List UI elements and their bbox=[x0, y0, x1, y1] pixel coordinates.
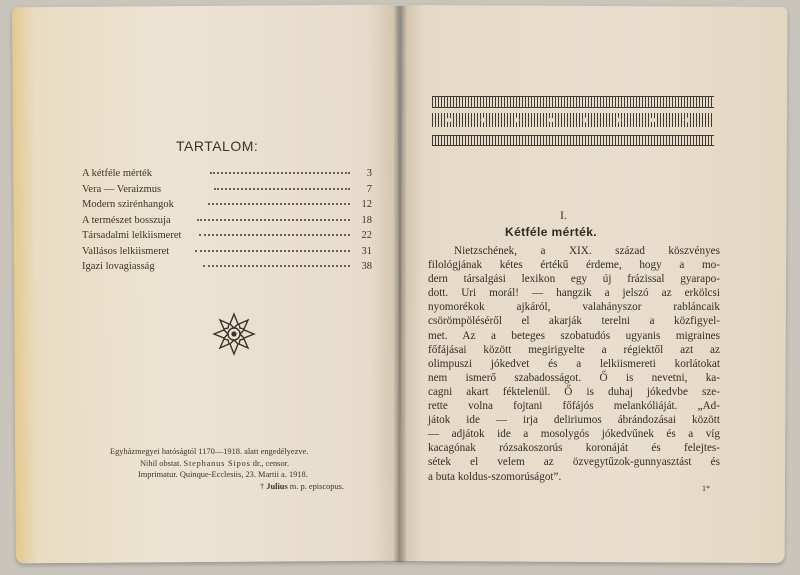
imprint-imprimatur: Imprimatur. Quinque-Ecclesiis, 23. Martii a. 1918. bbox=[138, 470, 308, 479]
toc-item-page: 38 bbox=[361, 261, 372, 272]
toc-item-page: 3 bbox=[366, 168, 372, 179]
toc-item bbox=[82, 230, 372, 246]
imprint-nihil-obstat-label: Nihil obstat. bbox=[140, 458, 184, 468]
toc-item-page: 18 bbox=[361, 214, 372, 226]
text-line: csörömpöléséről el akarják terelni a közfigyel- bbox=[428, 315, 720, 328]
text-line: kacagónak rózsakoszorús koronáját és felejtes- bbox=[428, 442, 720, 455]
toc-item bbox=[82, 261, 372, 277]
decorative-border-bottom bbox=[432, 135, 714, 146]
toc-item-title: A kétféle mérték bbox=[82, 168, 152, 179]
text-line: rette volna fojtani főfájós melankóliáját. „Ad- bbox=[428, 400, 720, 413]
chapter-body-text bbox=[428, 244, 720, 484]
bishop-title: m. p. episcopus. bbox=[287, 481, 344, 491]
toc-item bbox=[82, 215, 372, 231]
toc-item-page: 31 bbox=[361, 245, 372, 257]
chapter-title: Kétféle mérték. bbox=[505, 225, 598, 239]
text-line: nem ismerő szabadosságot. Ő is nevetni, ka- bbox=[428, 371, 720, 384]
toc-item-title: Társadalmi lelkiismeret bbox=[82, 230, 182, 241]
toc-item-title: Igazi lovagiasság bbox=[82, 261, 155, 272]
text-line: — adjátok ide a mosolygós jókedvűnek és a víg bbox=[428, 428, 720, 441]
text-line: met. Az a beteges szobatudós ugyanis migraines bbox=[428, 329, 720, 342]
text-line: sétek el velem az özvegytűzok-gunnyasztást és bbox=[428, 456, 720, 469]
text-line: cagni akart féktelenül. Ő is duhaj jókedvbe sze- bbox=[428, 385, 720, 398]
text-line: játok ide — irja deliriumos ábrándozásai között bbox=[428, 414, 720, 427]
toc-item bbox=[82, 168, 372, 184]
text-line: filológjának kétes értékű érdeme, hogy a mo- bbox=[428, 259, 720, 272]
text-line: dern társalgási lexikon egy új frázissal gyarapo- bbox=[428, 273, 720, 286]
toc-leader-dots bbox=[203, 265, 350, 267]
text-line: olimpuszi jókedvet és a lelkiismereti korlátokat bbox=[428, 357, 720, 370]
toc-item-page: 22 bbox=[361, 230, 372, 241]
censor-title: dr., censor. bbox=[250, 458, 290, 468]
text-line: a buta koldus-szomorúságot”. bbox=[428, 470, 562, 483]
imprint-approval: Egyházmegyei hatóságtól 1170—1918. alatt engedélyezve. bbox=[110, 447, 309, 456]
toc-item-title: Vallásos lelkiismeret bbox=[82, 245, 170, 257]
toc-item bbox=[82, 184, 372, 200]
book-gutter bbox=[394, 6, 406, 562]
toc-leader-dots bbox=[208, 203, 350, 205]
toc-leader-dots bbox=[210, 172, 350, 174]
censor-name: Stephanus Sipos bbox=[183, 458, 251, 468]
text-line: Nietzschének, a XIX. század köszvényes bbox=[454, 245, 720, 257]
text-line: nyomorékok ajkáról, valahányszor rabláncaik bbox=[428, 301, 720, 314]
rosette-ornament-icon bbox=[212, 312, 256, 356]
bishop-name: Julius bbox=[266, 481, 288, 491]
toc-leader-dots bbox=[197, 219, 350, 221]
toc-list bbox=[82, 168, 372, 277]
toc-leader-dots bbox=[214, 188, 350, 190]
imprint-bishop bbox=[110, 481, 370, 493]
toc-item-page: 7 bbox=[366, 183, 372, 195]
decorative-border-middle bbox=[432, 113, 714, 127]
toc-item bbox=[82, 246, 372, 262]
page-signature: 1* bbox=[702, 484, 710, 493]
toc-item-title: A természet bosszuja bbox=[82, 214, 171, 226]
toc-item-title: Modern szirénhangok bbox=[82, 199, 174, 210]
imprint-block bbox=[110, 446, 370, 492]
toc-item bbox=[82, 199, 372, 215]
chapter-number: I. bbox=[560, 208, 567, 222]
text-line: dott. Uri morál! — hangzik a jelszó az erkölcsi bbox=[428, 287, 720, 300]
toc-title: TARTALOM: bbox=[176, 138, 259, 154]
toc-item-title: Vera — Veraizmus bbox=[82, 183, 162, 195]
imprint-nihil-obstat bbox=[110, 458, 370, 470]
toc-leader-dots bbox=[199, 234, 350, 236]
toc-item-page: 12 bbox=[361, 199, 372, 210]
cross-mark: † bbox=[260, 481, 267, 491]
text-line: főfájásai között megirigyelte a régiektől azt az bbox=[428, 343, 720, 356]
toc-leader-dots bbox=[195, 250, 350, 252]
decorative-border-top bbox=[432, 96, 714, 108]
